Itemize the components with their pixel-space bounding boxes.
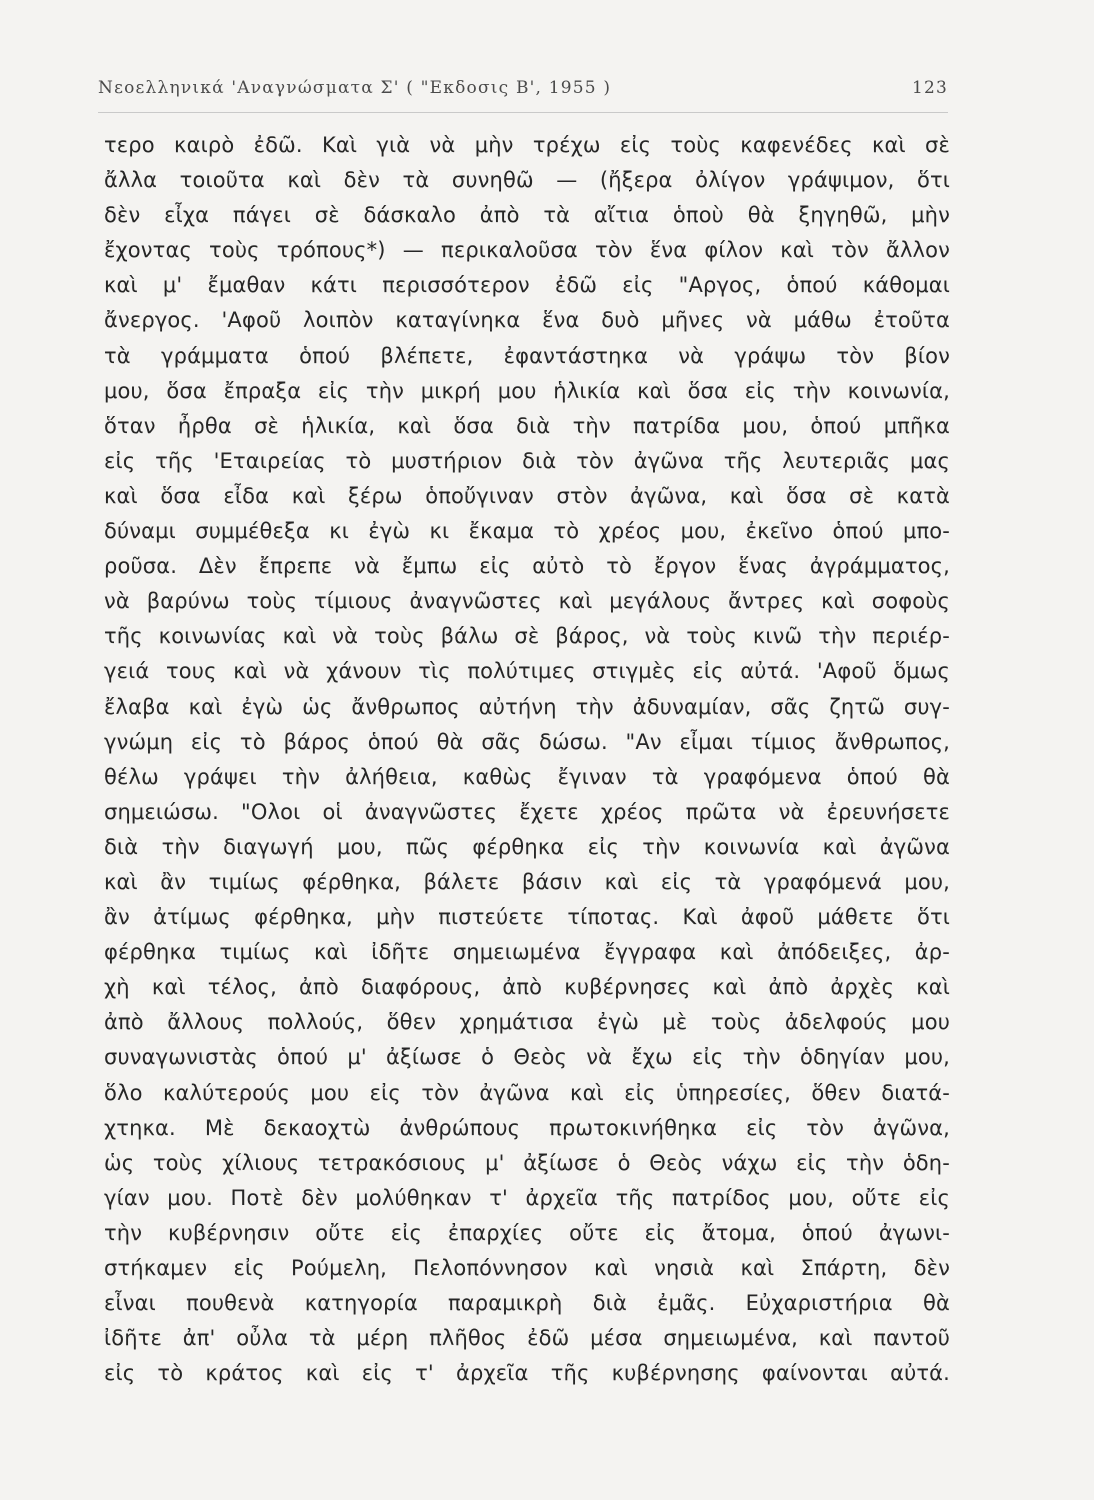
text-line: ἀπὸ ἄλλους πολλούς, ὅθεν χρημάτισα ἐγὼ μὲ τοὺς ἀδελφούς μου [104, 1010, 950, 1035]
text-line: ἔλαβα καὶ ἐγὼ ὡς ἄνθρωπος αὐτήνη τὴν ἀδυναμίαν, σᾶς ζητῶ συγ- [104, 694, 950, 719]
text-line: τὰ γράμματα ὁπού βλέπετε, ἐφαντάστηκα νὰ γράψω τὸν βίον [104, 343, 950, 368]
text-line: σημειώσω. "Ολοι οἱ ἀναγνῶστες ἔχετε χρέος πρῶτα νὰ ἐρευνήσετε [104, 799, 950, 824]
text-line: ὅταν ἦρθα σὲ ἡλικία, καὶ ὅσα διὰ τὴν πατρίδα μου, ὁπού μπῆκα [104, 413, 950, 438]
running-head [98, 78, 948, 102]
text-line: θέλω γράψει τὴν ἀλήθεια, καθὼς ἔγιναν τὰ γραφόμενα ὁπού θὰ [104, 764, 950, 789]
text-line: συναγωνιστὰς ὁπού μ' ἀξίωσε ὁ Θεὸς νὰ ἔχω εἰς τὴν ὁδηγίαν μου, [104, 1045, 950, 1070]
text-line: νὰ βαρύνω τοὺς τίμιους ἀναγνῶστες καὶ μεγάλους ἄντρες καὶ σοφοὺς [104, 589, 950, 614]
text-line: γειά τους καὶ νὰ χάνουν τὶς πολύτιμες στιγμὲς εἰς αὐτά. 'Αφοῦ ὅμως [104, 659, 950, 684]
text-line: δὲν εἶχα πάγει σὲ δάσκαλο ἀπὸ τὰ αἴτια ὁποὺ θὰ ξηγηθῶ, μὴν [104, 203, 950, 228]
text-line: χτηκα. Μὲ δεκαοχτὼ ἀνθρώπους πρωτοκινήθηκα εἰς τὸν ἀγῶνα, [104, 1115, 950, 1140]
text-line: τὴν κυβέρνησιν οὔτε εἰς ἐπαρχίες οὔτε εἰς ἄτομα, ὁπού ἀγωνι- [104, 1220, 950, 1245]
page-number: 123 [911, 78, 948, 98]
text-line: ἰδῆτε ἀπ' οὖλα τὰ μέρη πλῆθος ἐδῶ μέσα σημειωμένα, καὶ παντοῦ [104, 1326, 950, 1351]
text-line: τερο καιρὸ ἐδῶ. Καὶ γιὰ νὰ μὴν τρέχω εἰς τοὺς καφενέδες καὶ σὲ [104, 133, 950, 157]
text-line: εἰς τῆς 'Εταιρείας τὸ μυστήριον διὰ τὸν ἀγῶνα τῆς λευτεριᾶς μας [104, 448, 950, 473]
body-text [104, 128, 950, 1391]
running-head-title: Νεοελληνικά 'Αναγνώσματα Σ' ( "Εκδοσις Β', 1955 ) [98, 78, 612, 98]
text-line: στήκαμεν εἰς Ρούμελη, Πελοπόννησον καὶ νησιὰ καὶ Σπάρτη, δὲν [104, 1256, 950, 1280]
text-line: ροῦσα. Δὲν ἔπρεπε νὰ ἔμπω εἰς αὐτὸ τὸ ἔργον ἕνας ἀγράμματος, [104, 554, 950, 579]
text-line: ἔχοντας τοὺς τρόπους*) — περικαλοῦσα τὸν ἕνα φίλον καὶ τὸν ἄλλον [104, 238, 950, 263]
text-line: εἰς τὸ κράτος καὶ εἰς τ' ἀρχεῖα τῆς κυβέρνησης φαίνονται αὐτά. [104, 1361, 950, 1386]
text-line: διὰ τὴν διαγωγή μου, πῶς φέρθηκα εἰς τὴν κοινωνία καὶ ἀγῶνα [104, 834, 950, 859]
text-line: καὶ μ' ἔμαθαν κάτι περισσότερον ἐδῶ εἰς "Αργος, ὁπού κάθομαι [104, 273, 950, 298]
header-rule [98, 112, 948, 113]
text-line: γίαν μου. Ποτὲ δὲν μολύθηκαν τ' ἀρχεῖα τῆς πατρίδος μου, οὔτε εἰς [104, 1185, 950, 1210]
text-line: καὶ ὅσα εἶδα καὶ ξέρω ὁποὔγιναν στὸν ἀγῶνα, καὶ ὅσα σὲ κατὰ [104, 483, 950, 508]
text-line: δύναμι συμμέθεξα κι ἐγὼ κι ἔκαμα τὸ χρέος μου, ἐκεῖνο ὁπού μπο- [104, 519, 950, 544]
text-line: ὅλο καλύτερούς μου εἰς τὸν ἀγῶνα καὶ εἰς ὑπηρεσίες, ὅθεν διατά- [104, 1080, 950, 1105]
text-line: ἄλλα τοιοῦτα καὶ δὲν τὰ συνηθῶ — (ἤξερα ὀλίγον γράψιμον, ὅτι [104, 168, 950, 193]
text-line: μου, ὅσα ἔπραξα εἰς τὴν μικρή μου ἡλικία καὶ ὅσα εἰς τὴν κοινωνία, [104, 378, 950, 403]
text-line: εἶναι πουθενὰ κατηγορία παραμικρὴ διὰ ἐμᾶς. Εὐχαριστήρια θὰ [104, 1291, 950, 1316]
text-line: ἄνεργος. 'Αφοῦ λοιπὸν καταγίνηκα ἕνα δυὸ μῆνες νὰ μάθω ἐτοῦτα [104, 308, 950, 333]
text-line: καὶ ἂν τιμίως φέρθηκα, βάλετε βάσιν καὶ εἰς τὰ γραφόμενά μου, [104, 869, 950, 894]
text-line: φέρθηκα τιμίως καὶ ἰδῆτε σημειωμένα ἔγγραφα καὶ ἀπόδειξες, ἀρ- [104, 940, 950, 965]
text-line: γνώμη εἰς τὸ βάρος ὁπού θὰ σᾶς δώσω. "Αν εἶμαι τίμιος ἄνθρωπος, [104, 729, 950, 754]
text-line: ὡς τοὺς χίλιους τετρακόσιους μ' ἀξίωσε ὁ Θεὸς νάχω εἰς τὴν ὁδη- [104, 1150, 950, 1175]
text-line: τῆς κοινωνίας καὶ νὰ τοὺς βάλω σὲ βάρος, νὰ τοὺς κινῶ τὴν περιέρ- [104, 624, 950, 649]
text-line: χὴ καὶ τέλος, ἀπὸ διαφόρους, ἀπὸ κυβέρνησες καὶ ἀπὸ ἀρχὲς καὶ [104, 975, 950, 1000]
text-line: ἂν ἀτίμως φέρθηκα, μὴν πιστεύετε τίποτας. Καὶ ἀφοῦ μάθετε ὅτι [104, 905, 950, 930]
